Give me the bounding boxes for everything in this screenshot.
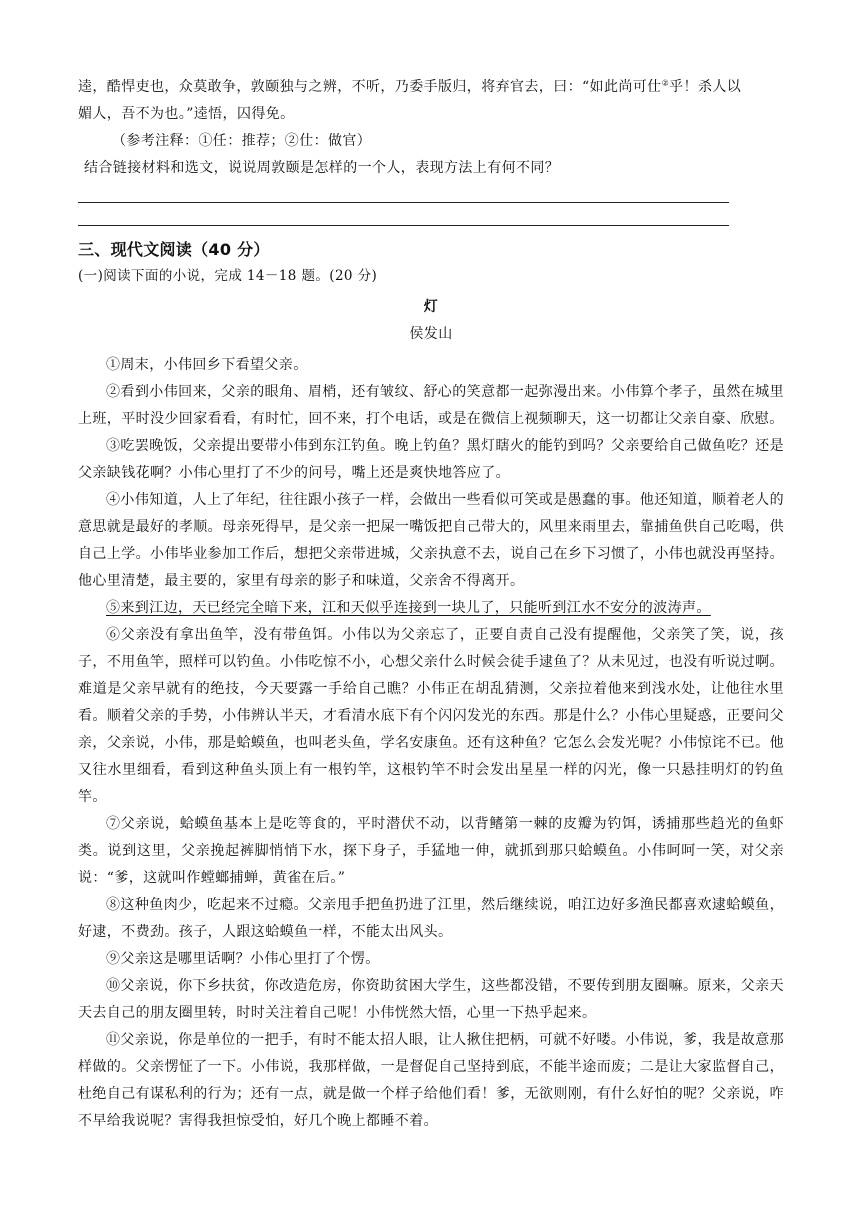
- reference-note: （参考注释：①任：推荐；②仕：做官）: [112, 133, 372, 149]
- story-paragraph: ①周末，小伟回乡下看望父亲。: [106, 357, 308, 373]
- question-text: 结合链接材料和选文，说说周敦颐是怎样的一个人，表现方法上有何不同？: [84, 160, 560, 176]
- section-heading: 三、现代文阅读（40 分）: [78, 240, 270, 259]
- story-paragraph: ③吃罢晚饭，父亲提出要带小伟到东江钓鱼。晚上钓鱼？黑灯瞎火的能钓到吗？父亲要给自己做鱼吃？还是父亲缺钱花啊？小伟心里打了不少的问号，嘴上还是爽快地答应了。: [78, 438, 784, 481]
- story-paragraph-underlined: [78, 595, 784, 622]
- story-paragraph: ⑪父亲说，你是单位的一把手，有时不能太招人眼，让人揪住把柄，可就不好喽。小伟说，爹，我是故意那样做的。父亲愣怔了一下。小伟说，我那样做，一是督促自己坚持到底，不能半途而废；二是让大家监督自己，杜绝自己有谋私利的行为；还有一点，就是做一个样子给他们看！爹，无欲则刚，有什么好怕的呢？父亲说，咋不早给我说呢？害得我担惊受怕，好几个晚上都睡不着。: [78, 1032, 784, 1129]
- underlined-sentence: ⑤来到江边，天已经完全暗下来，江和天似乎连接到一块儿了，只能听到江水不安分的波涛声。: [106, 600, 711, 616]
- answer-line[interactable]: [78, 225, 729, 226]
- footnote-marker: ②: [661, 78, 670, 88]
- continuation-text: 逵，酷悍吏也，众莫敢争，敦颐独与之辨，不听，乃委手版归，将弃官去，曰：“如此尚可仕: [78, 79, 662, 95]
- story-paragraph: ⑧这种鱼肉少，吃起来不过瘾。父亲甩手把鱼扔进了江里，然后继续说，咱江边好多渔民都喜欢逮蛤蟆鱼，好逮，不费劲。孩子，人跟这蛤蟆鱼一样，不能太出风头。: [78, 897, 784, 940]
- story-paragraph: ④小伟知道，人上了年纪，往往跟小孩子一样，会做出一些看似可笑或是愚蠢的事。他还知道，顺着老人的意思就是最好的孝顺。母亲死得早，是父亲一把屎一嘴饭把自己带大的，风里来雨里去，靠捕鱼供自己吃喝，供自己上学。小伟毕业参加工作后，想把父亲带进城，父亲执意不去，说自己在乡下习惯了，小伟也就没再坚持。他心里清楚，最主要的，家里有母亲的影子和味道，父亲舍不得离开。: [78, 492, 784, 589]
- continuation-text-tail: 乎！杀人以: [669, 79, 742, 95]
- story-author: 侯发山: [409, 326, 453, 342]
- story-paragraph: ⑩父亲说，你下乡扶贫，你改造危房，你资助贫困大学生，这些都没错，不要传到朋友圈嘛。原来，父亲天天去自己的朋友圈里转，时时关注着自己呢！小伟恍然大悟，心里一下热乎起来。: [78, 978, 784, 1021]
- story-paragraph: ⑥父亲没有拿出鱼竿，没有带鱼饵。小伟以为父亲忘了，正要自责自己没有提醒他，父亲笑了笑，说，孩子，不用鱼竿，照样可以钓鱼。小伟吃惊不小，心想父亲什么时候会徒手逮鱼了？从未见过，也没有听说过啊。难道是父亲早就有的绝技，今天要露一手给自己瞧？小伟正在胡乱猜测，父亲拉着他来到浅水处，让他往水里看。顺着父亲的手势，小伟辨认半天，才看清水底下有个闪闪发光的东西。那是什么？小伟心里疑惑，正要问父亲，父亲说，小伟，那是蛤蟆鱼，也叫老头鱼，学名安康鱼。还有这种鱼？它怎么会发光呢？小伟惊诧不已。他又往水里细看，看到这种鱼头顶上有一根钓竿，这根钓竿不时会发出星星一样的闪光，像一只悬挂明灯的钓鱼竿。: [78, 627, 784, 805]
- section-subheading: (一)阅读下面的小说，完成 14－18 题。(20 分): [78, 268, 378, 284]
- continuation-line-1: [78, 74, 784, 101]
- story-title: 灯: [423, 299, 439, 315]
- continuation-line-2: 媚人，吾不为也。”逵悟，囚得免。: [78, 106, 295, 122]
- answer-line[interactable]: [78, 202, 729, 203]
- story-paragraph: ⑦父亲说，蛤蟆鱼基本上是吃等食的，平时潜伏不动，以背鳍第一棘的皮瓣为钓饵，诱捕那些趋光的鱼虾类。说到这里，父亲挽起裤脚悄悄下水，探下身子，手猛地一伸，就抓到那只蛤蟆鱼。小伟呵呵一笑，对父亲说：“爹，这就叫作螳螂捕蝉，黄雀在后。”: [78, 816, 784, 886]
- story-paragraph: ⑨父亲这是哪里话啊？小伟心里打了个愣。: [106, 951, 380, 967]
- story-paragraph: ②看到小伟回来，父亲的眼角、眉梢，还有皱纹、舒心的笑意都一起弥漫出来。小伟算个孝子，虽然在城里上班，平时没少回家看看，有时忙，回不来，打个电话，或是在微信上视频聊天，这一切都让父亲自豪、欣慰。: [78, 384, 784, 427]
